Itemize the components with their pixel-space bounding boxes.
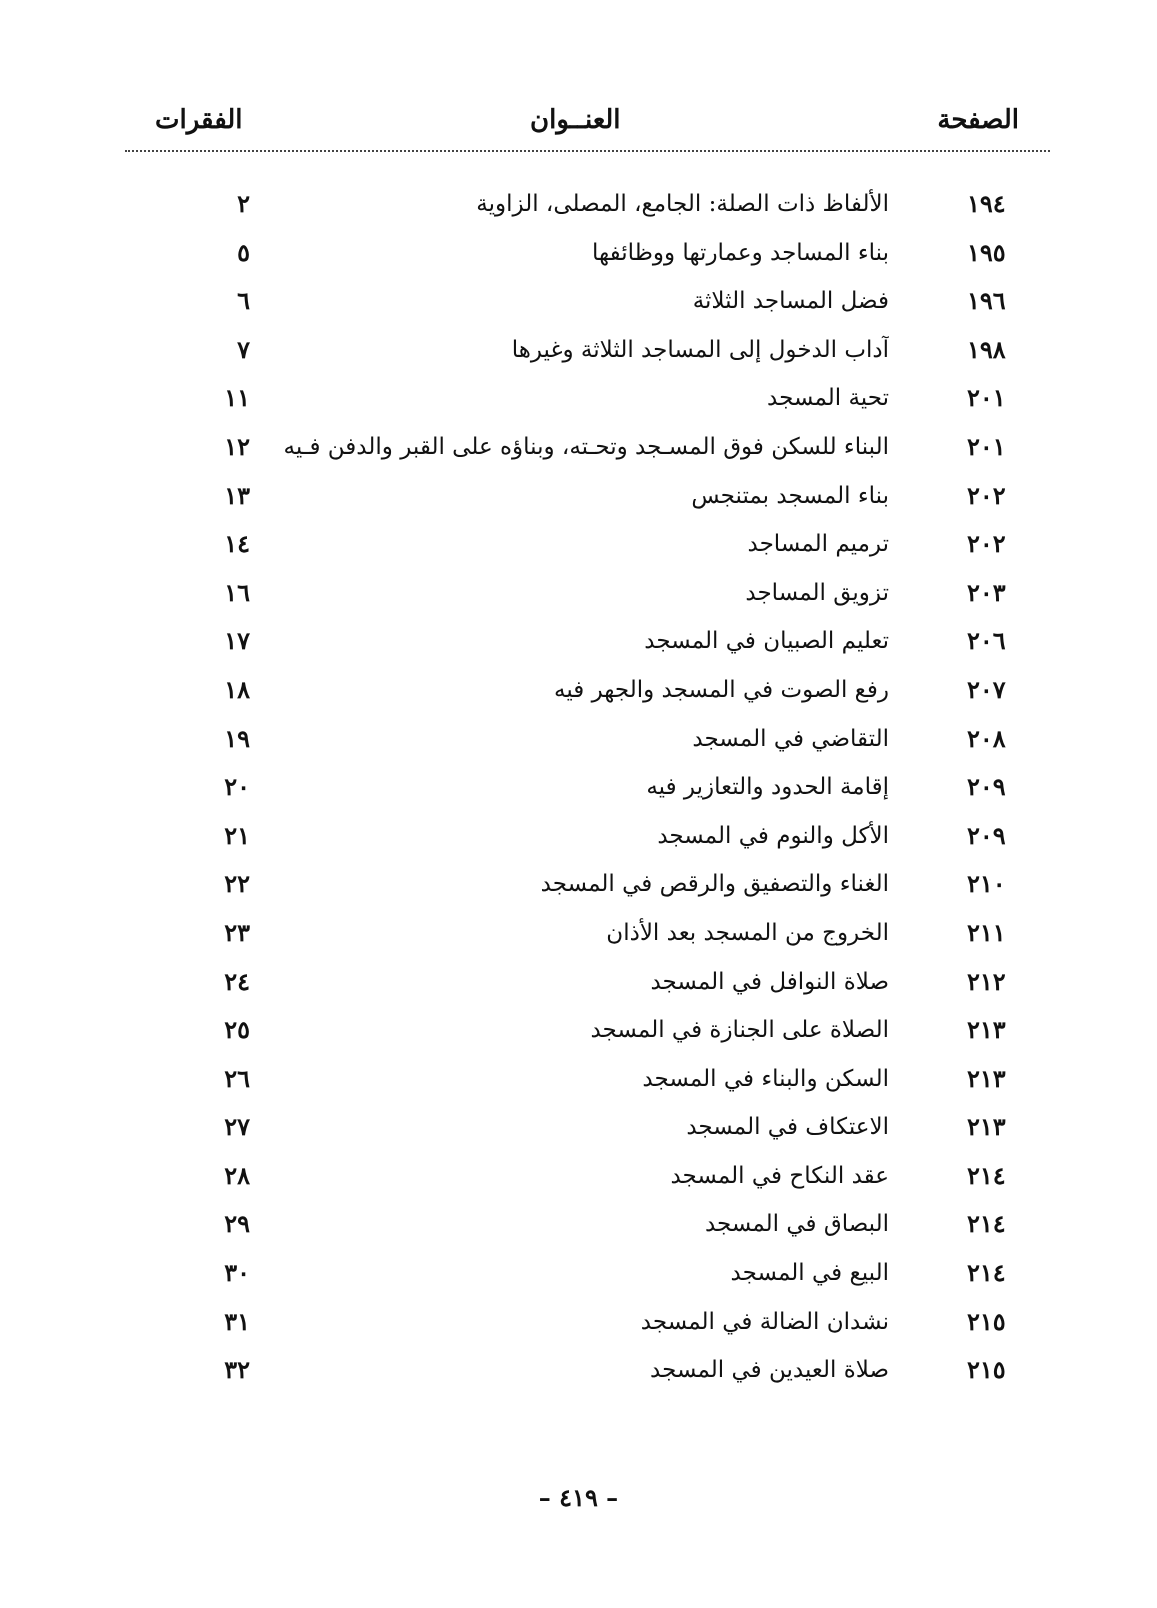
row-paragraph-number: ٢٧ [224, 1112, 250, 1142]
row-title: عقد النكاح في المسجد [670, 1162, 889, 1189]
row-page-number: ٢٠٧ [967, 674, 1006, 704]
row-paragraph-number: ٢٣ [224, 917, 250, 947]
index-row [0, 1008, 1157, 1057]
row-page-number: ٢٠٢ [967, 529, 1006, 559]
index-row [0, 960, 1157, 1009]
index-row [0, 182, 1157, 231]
row-title: آداب الدخول إلى المساجد الثلاثة وغيرها [511, 336, 889, 363]
index-row [0, 1202, 1157, 1251]
row-title: صلاة النوافل في المسجد [650, 968, 889, 995]
row-title: بناء المساجد وعمارتها ووظائفها [591, 239, 889, 266]
row-paragraph-number: ٢٤ [224, 966, 250, 996]
table-header [0, 100, 1157, 140]
row-paragraph-number: ١٨ [224, 674, 250, 704]
row-title: السكن والبناء في المسجد [642, 1065, 889, 1092]
row-paragraph-number: ٢١ [224, 820, 250, 850]
row-page-number: ٢١١ [967, 917, 1006, 947]
row-paragraph-number: ٣١ [224, 1306, 250, 1336]
page-column-header: الصفحة [937, 105, 1019, 135]
index-row [0, 1300, 1157, 1349]
row-page-number: ٢١٤ [967, 1160, 1006, 1190]
row-paragraph-number: ١٢ [224, 431, 250, 461]
index-row [0, 765, 1157, 814]
row-paragraph-number: ١٤ [224, 529, 250, 559]
row-paragraph-number: ٢٩ [224, 1209, 250, 1239]
index-row [0, 279, 1157, 328]
index-row [0, 231, 1157, 280]
row-paragraph-number: ٢٢ [224, 869, 250, 899]
index-row [0, 717, 1157, 766]
row-title: بناء المسجد بمتنجس [691, 482, 889, 509]
row-title: تزويق المساجد [745, 579, 889, 606]
row-page-number: ٢٠٩ [967, 820, 1006, 850]
index-row [0, 376, 1157, 425]
index-row [0, 425, 1157, 474]
row-title: تحية المسجد [767, 385, 889, 412]
row-page-number: ٢٠٦ [967, 626, 1006, 656]
row-page-number: ١٩٥ [967, 237, 1006, 267]
row-paragraph-number: ٦ [237, 286, 250, 316]
index-row [0, 1154, 1157, 1203]
index-row [0, 814, 1157, 863]
dotted-divider [125, 150, 1050, 152]
row-paragraph-number: ٧ [237, 334, 250, 364]
row-page-number: ٢١٤ [967, 1209, 1006, 1239]
index-row [0, 474, 1157, 523]
row-title: التقاضي في المسجد [692, 725, 889, 752]
title-column-header: العنــوان [530, 105, 621, 135]
row-page-number: ٢١٥ [967, 1306, 1006, 1336]
row-page-number: ٢١٢ [967, 966, 1006, 996]
row-paragraph-number: ١٧ [224, 626, 250, 656]
row-page-number: ١٩٦ [967, 286, 1006, 316]
row-title: الألفاظ ذات الصلة: الجامع، المصلى، الزاوية [476, 191, 889, 217]
row-title: نشدان الضالة في المسجد [640, 1308, 889, 1335]
row-paragraph-number: ١١ [224, 383, 250, 413]
row-title: تعليم الصبيان في المسجد [644, 628, 889, 655]
row-title: الأكل والنوم في المسجد [657, 822, 889, 849]
row-paragraph-number: ٢٥ [224, 1015, 250, 1045]
row-title: صلاة العيدين في المسجد [650, 1357, 889, 1384]
page-number: – ٤١٩ – [538, 1483, 619, 1512]
row-page-number: ٢٠٩ [967, 772, 1006, 802]
row-page-number: ٢١٣ [967, 1015, 1006, 1045]
row-title: ترميم المساجد [747, 531, 889, 558]
row-paragraph-number: ٣٠ [224, 1258, 250, 1288]
row-title: البصاق في المسجد [704, 1211, 889, 1238]
row-paragraph-number: ١٣ [224, 480, 250, 510]
row-page-number: ٢٠٢ [967, 480, 1006, 510]
row-page-number: ٢١٤ [967, 1258, 1006, 1288]
row-paragraph-number: ١٦ [224, 577, 250, 607]
row-paragraph-number: ٢٨ [224, 1160, 250, 1190]
index-row [0, 911, 1157, 960]
row-title: الصلاة على الجنازة في المسجد [590, 1017, 889, 1044]
row-paragraph-number: ٣٢ [224, 1355, 250, 1385]
row-paragraph-number: ٥ [237, 237, 250, 267]
row-title: رفع الصوت في المسجد والجهر فيه [554, 676, 889, 703]
row-page-number: ٢٠٣ [967, 577, 1006, 607]
index-row [0, 668, 1157, 717]
row-page-number: ٢١٥ [967, 1355, 1006, 1385]
row-title: الاعتكاف في المسجد [686, 1114, 889, 1141]
row-page-number: ٢٠٨ [967, 723, 1006, 753]
index-row [0, 1251, 1157, 1300]
index-row [0, 1348, 1157, 1397]
row-title: فضل المساجد الثلاثة [692, 288, 889, 315]
index-row [0, 862, 1157, 911]
row-page-number: ٢١٣ [967, 1063, 1006, 1093]
row-page-number: ٢٠١ [967, 431, 1006, 461]
index-row [0, 328, 1157, 377]
index-row [0, 522, 1157, 571]
index-row [0, 571, 1157, 620]
row-title: الغناء والتصفيق والرقص في المسجد [540, 871, 889, 898]
row-title: الخروج من المسجد بعد الأذان [606, 919, 889, 946]
index-row [0, 1057, 1157, 1106]
row-page-number: ٢٠١ [967, 383, 1006, 413]
row-paragraph-number: ١٩ [224, 723, 250, 753]
row-page-number: ١٩٨ [967, 334, 1006, 364]
row-page-number: ٢١٠ [967, 869, 1006, 899]
row-title: إقامة الحدود والتعازير فيه [646, 774, 889, 801]
index-row [0, 619, 1157, 668]
index-row [0, 1105, 1157, 1154]
index-rows [0, 182, 1157, 1397]
row-title: البيع في المسجد [730, 1260, 889, 1287]
row-paragraph-number: ٢ [237, 189, 250, 218]
row-paragraph-number: ٢٦ [224, 1063, 250, 1093]
paragraphs-column-header: الفقرات [155, 105, 243, 135]
row-title: البناء للسكن فوق المسـجد وتحـته، وبناؤه على القبر والدفن فـيه [283, 433, 889, 460]
row-page-number: ٢١٣ [967, 1112, 1006, 1142]
row-page-number: ١٩٤ [967, 189, 1006, 218]
row-paragraph-number: ٢٠ [224, 772, 250, 802]
